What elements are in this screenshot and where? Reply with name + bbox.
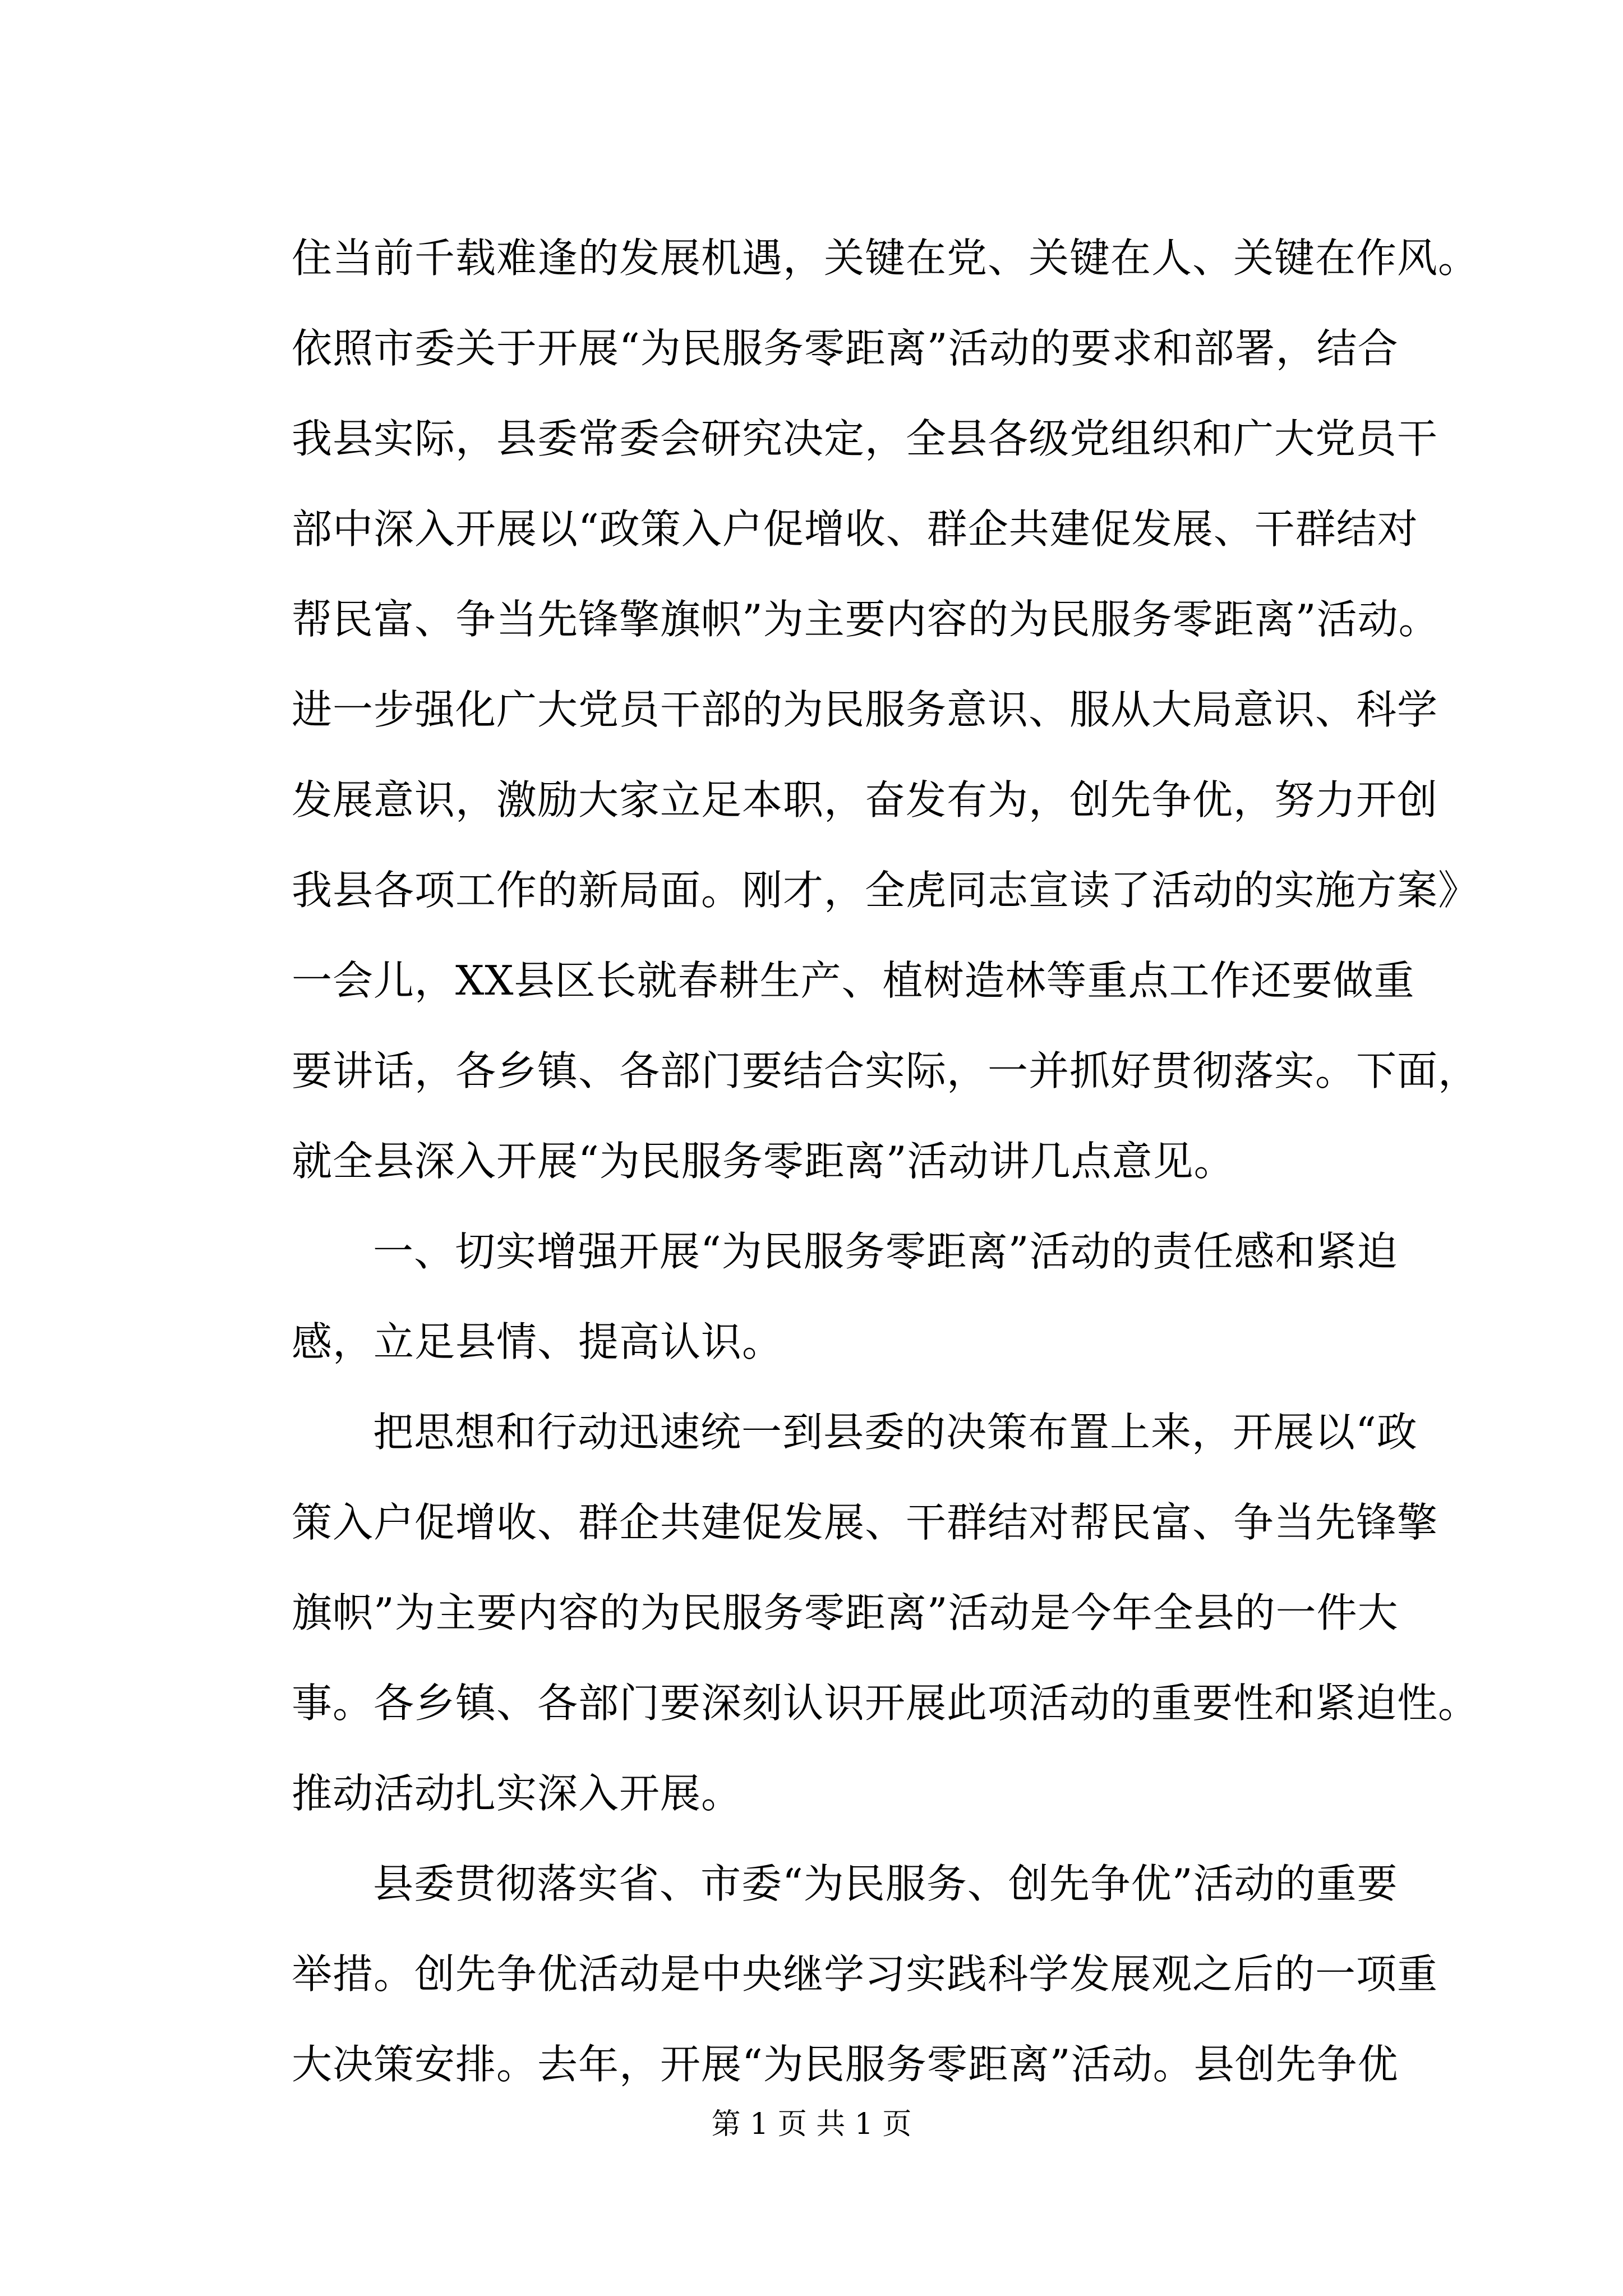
document-body xyxy=(292,213,1479,2110)
text-line: 感，立足县情、提高认识。 xyxy=(292,1318,783,1365)
text-line: 就全县深入开展“为民服务零距离”活动讲几点意见。 xyxy=(292,1138,1235,1185)
text-line: 把思想和行动迅速统一到县委的决策布置上来，开展以“政 xyxy=(373,1409,1418,1456)
text-line: 策入户促增收、群企共建促发展、干群结对帮民富、争当先锋擎 xyxy=(292,1499,1438,1546)
text-line: 发展意识，激励大家立足本职，奋发有为，创先争优，努力开创 xyxy=(292,776,1438,823)
text-line: 事。各乡镇、各部门要深刻认识开展此项活动的重要性和紧迫性。 xyxy=(292,1680,1479,1727)
text-line: 县委贯彻落实省、市委“为民服务、创先争优”活动的重要 xyxy=(373,1860,1398,1907)
text-line: 要讲话，各乡镇、各部门要结合实际，一并抓好贯彻落实。下面， xyxy=(292,1047,1479,1094)
text-line: 依照市委关于开展“为民服务零距离”活动的要求和部署，结合 xyxy=(292,325,1399,372)
text-line: 我县实际，县委常委会研究决定，全县各级党组织和广大党员干 xyxy=(292,415,1438,462)
text-line: 进一步强化广大党员干部的为民服务意识、服从大局意识、科学 xyxy=(292,686,1438,733)
text-line: 一、切实增强开展“为民服务零距离”活动的责任感和紧迫 xyxy=(373,1228,1398,1275)
text-line: 一会儿，XX县区长就春耕生产、植树造林等重点工作还要做重 xyxy=(292,957,1415,1004)
text-line: 推动活动扎实深入开展。 xyxy=(292,1770,743,1817)
text-line: 部中深入开展以“政策入户促增收、群企共建促发展、干群结对 xyxy=(292,505,1418,553)
text-line: 我县各项工作的新局面。刚才，全虎同志宣读了活动的实施方案》 xyxy=(292,867,1479,914)
text-line: 住当前千载难逢的发展机遇，关键在党、关键在人、关键在作风。 xyxy=(292,234,1479,282)
text-line: 大决策安排。去年，开展“为民服务零距离”活动。县创先争优 xyxy=(292,2041,1399,2088)
text-line: 帮民富、争当先锋擎旗帜”为主要内容的为民服务零距离”活动。 xyxy=(292,596,1440,643)
text-line: 旗帜”为主要内容的为民服务零距离”活动是今年全县的一件大 xyxy=(292,1589,1399,1636)
page-footer: 第 1 页 共 1 页 xyxy=(711,2108,912,2141)
text-line: 举措。创先争优活动是中央继学习实践科学发展观之后的一项重 xyxy=(292,1950,1438,1998)
